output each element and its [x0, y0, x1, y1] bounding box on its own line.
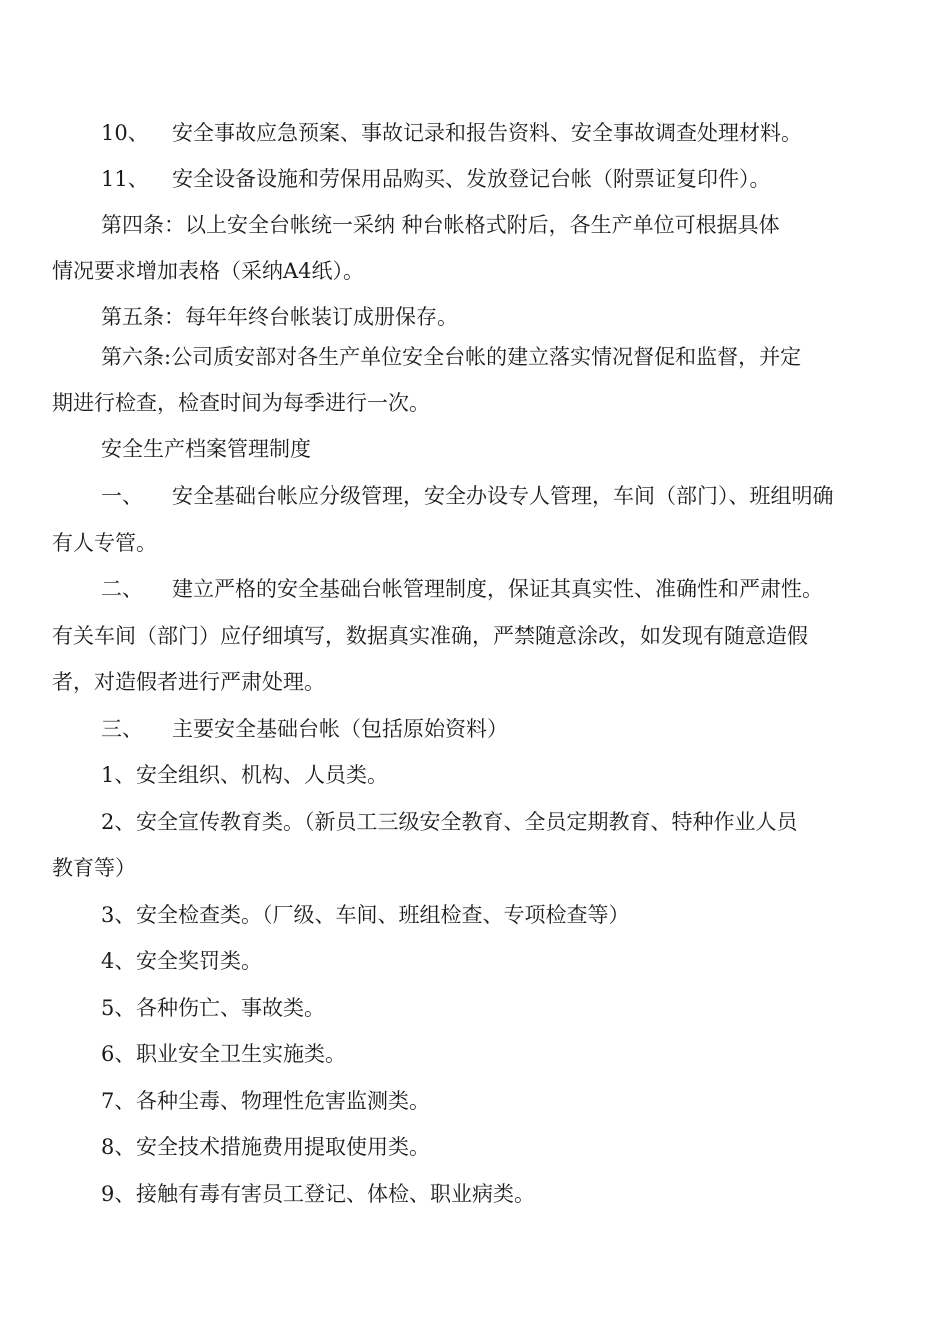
clause-1-line-1 — [101, 481, 901, 511]
list-text: 安全检查类。（厂级、车间、班组检查、专项检查等） — [136, 903, 630, 927]
list-number: 6、 — [101, 1042, 136, 1066]
clause-1-line-2: 有人专管。 — [52, 531, 157, 555]
clause-number: 二、 — [101, 577, 143, 601]
article-4-line-2: 情况要求增加表格（采纳A4纸）。 — [52, 259, 365, 283]
article-4-line-1: 第四条：以上安全台帐统一采纳 种台帐格式附后，各生产单位可根据具体 — [101, 213, 780, 237]
list-text: 各种尘毒、物理性危害监测类。 — [136, 1089, 430, 1113]
item-number: 10、 — [101, 121, 149, 145]
list-item-3 — [101, 900, 901, 930]
list-item-8 — [101, 1132, 901, 1162]
clause-2-line-3: 者，对造假者进行严肃处理。 — [52, 670, 325, 694]
list-item-7 — [101, 1086, 901, 1116]
list-number: 2、 — [101, 810, 136, 834]
clause-2-line-2: 有关车间（部门）应仔细填写，数据真实准确，严禁随意涂改，如发现有随意造假 — [52, 624, 808, 648]
clause-number: 一、 — [101, 484, 143, 508]
clause-2-line-1 — [101, 574, 901, 604]
clause-number: 三、 — [101, 717, 143, 741]
article-6-line-1: 第六条:公司质安部对各生产单位安全台帐的建立落实情况督促和监督，并定 — [101, 345, 802, 369]
list-number: 5、 — [101, 996, 136, 1020]
list-item-1 — [101, 760, 901, 790]
list-number: 8、 — [101, 1135, 136, 1159]
list-number: 1、 — [101, 763, 136, 787]
clause-text: 安全基础台帐应分级管理，安全办设专人管理，车间（部门）、班组明确 — [172, 484, 834, 508]
list-number: 9、 — [101, 1182, 136, 1206]
clause-text: 主要安全基础台帐（包括原始资料） — [172, 717, 508, 741]
item-text: 安全设备设施和劳保用品购买、发放登记台帐（附票证复印件）。 — [172, 167, 771, 191]
list-item-4 — [101, 946, 901, 976]
list-number: 3、 — [101, 903, 136, 927]
list-text: 各种伤亡、事故类。 — [136, 996, 325, 1020]
item-text: 安全事故应急预案、事故记录和报告资料、安全事故调查处理材料。 — [172, 121, 802, 145]
item-10 — [101, 118, 901, 148]
list-text: 安全组织、机构、人员类。 — [136, 763, 388, 787]
section-title: 安全生产档案管理制度 — [101, 437, 311, 461]
article-6-line-2: 期进行检查，检查时间为每季进行一次。 — [52, 391, 430, 415]
list-item-6 — [101, 1039, 901, 1069]
item-number: 11、 — [101, 167, 149, 191]
list-number: 4、 — [101, 949, 136, 973]
clause-text: 建立严格的安全基础台帐管理制度，保证其真实性、准确性和严肃性。 — [172, 577, 823, 601]
list-number: 7、 — [101, 1089, 136, 1113]
list-item-5 — [101, 993, 901, 1023]
list-item-2-continuation: 教育等） — [52, 856, 136, 880]
clause-3 — [101, 714, 901, 744]
article-5: 第五条：每年年终台帐装订成册保存。 — [101, 305, 458, 329]
list-item-9 — [101, 1179, 901, 1209]
list-text: 安全宣传教育类。（新员工三级安全教育、全员定期教育、特种作业人员 — [136, 810, 798, 834]
item-11 — [101, 164, 901, 194]
list-item-2 — [101, 807, 901, 837]
list-text: 安全技术措施费用提取使用类。 — [136, 1135, 430, 1159]
list-text: 接触有毒有害员工登记、体检、职业病类。 — [136, 1182, 535, 1206]
list-text: 安全奖罚类。 — [136, 949, 262, 973]
list-text: 职业安全卫生实施类。 — [136, 1042, 346, 1066]
